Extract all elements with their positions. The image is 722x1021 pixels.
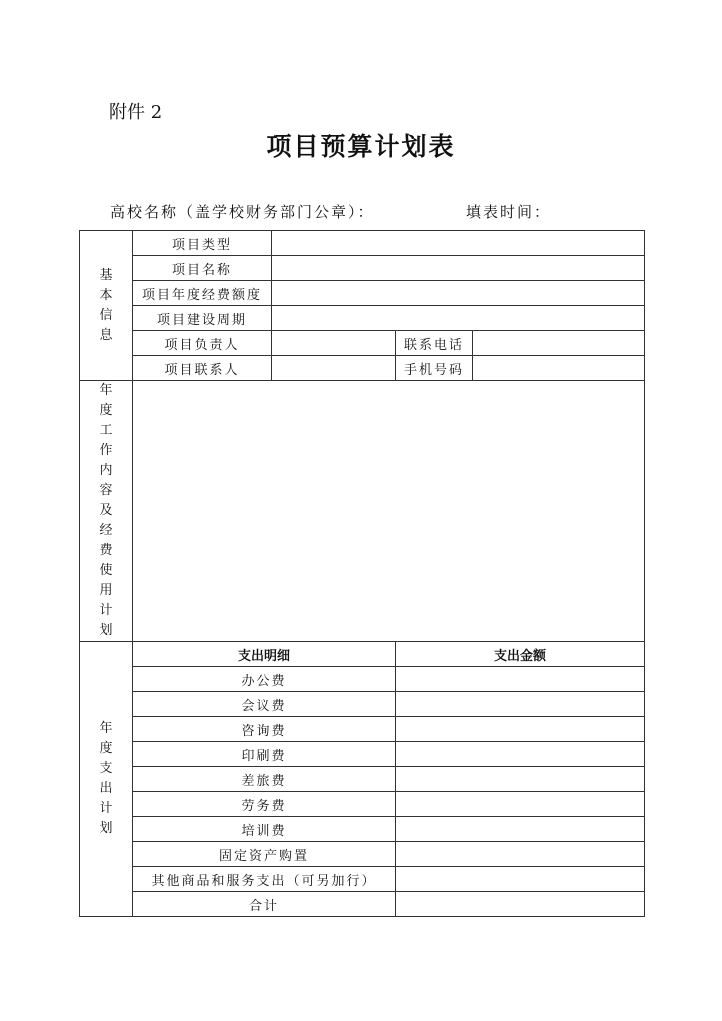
expense-item-fixed-assets: 固定资产购置 [133, 842, 396, 867]
expense-item-other: 其他商品和服务支出（可另加行） [133, 867, 396, 892]
expense-item-office: 办公费 [133, 667, 396, 692]
basic-info-section-label: 基 本 信 息 [80, 231, 133, 381]
expense-detail-header: 支出明细 [133, 642, 396, 667]
project-type-field[interactable] [272, 231, 645, 256]
fill-date-label: 填表时间： [466, 203, 552, 221]
expense-item-consulting: 咨询费 [133, 717, 396, 742]
project-contact-label: 项目联系人 [133, 356, 272, 381]
contact-phone-field[interactable] [473, 331, 645, 356]
project-period-label: 项目建设周期 [133, 306, 272, 331]
project-name-field[interactable] [272, 256, 645, 281]
expense-amount-labor[interactable] [396, 792, 645, 817]
expense-item-travel: 差旅费 [133, 767, 396, 792]
contact-phone-label: 联系电话 [396, 331, 473, 356]
expense-amount-meeting[interactable] [396, 692, 645, 717]
budget-form-table [79, 230, 645, 917]
expense-amount-total[interactable] [396, 892, 645, 917]
attachment-label: 附件 2 [109, 102, 163, 123]
expense-amount-fixed-assets[interactable] [396, 842, 645, 867]
expense-amount-printing[interactable] [396, 742, 645, 767]
mobile-number-field[interactable] [473, 356, 645, 381]
expense-amount-training[interactable] [396, 817, 645, 842]
expense-item-labor: 劳务费 [133, 792, 396, 817]
project-funding-field[interactable] [272, 281, 645, 306]
work-plan-section-label: 年 度 工 作 内 容 及 经 费 使 用 计 划 [80, 381, 133, 642]
work-plan-field[interactable] [133, 381, 645, 642]
project-leader-label: 项目负责人 [133, 331, 272, 356]
project-name-label: 项目名称 [133, 256, 272, 281]
school-name-label: 高校名称（盖学校财务部门公章）： [110, 203, 375, 221]
expense-item-training: 培训费 [133, 817, 396, 842]
expense-amount-office[interactable] [396, 667, 645, 692]
expense-amount-other[interactable] [396, 867, 645, 892]
expense-amount-header: 支出金额 [396, 642, 645, 667]
expense-plan-section-label: 年 度 支 出 计 划 [80, 642, 133, 917]
project-period-field[interactable] [272, 306, 645, 331]
expense-amount-travel[interactable] [396, 767, 645, 792]
project-funding-label: 项目年度经费额度 [133, 281, 272, 306]
expense-item-total: 合计 [133, 892, 396, 917]
expense-item-printing: 印刷费 [133, 742, 396, 767]
page-title: 项目预算计划表 [266, 132, 456, 161]
expense-item-meeting: 会议费 [133, 692, 396, 717]
project-leader-field[interactable] [272, 331, 396, 356]
expense-amount-consulting[interactable] [396, 717, 645, 742]
project-contact-field[interactable] [272, 356, 396, 381]
mobile-number-label: 手机号码 [396, 356, 473, 381]
project-type-label: 项目类型 [133, 231, 272, 256]
